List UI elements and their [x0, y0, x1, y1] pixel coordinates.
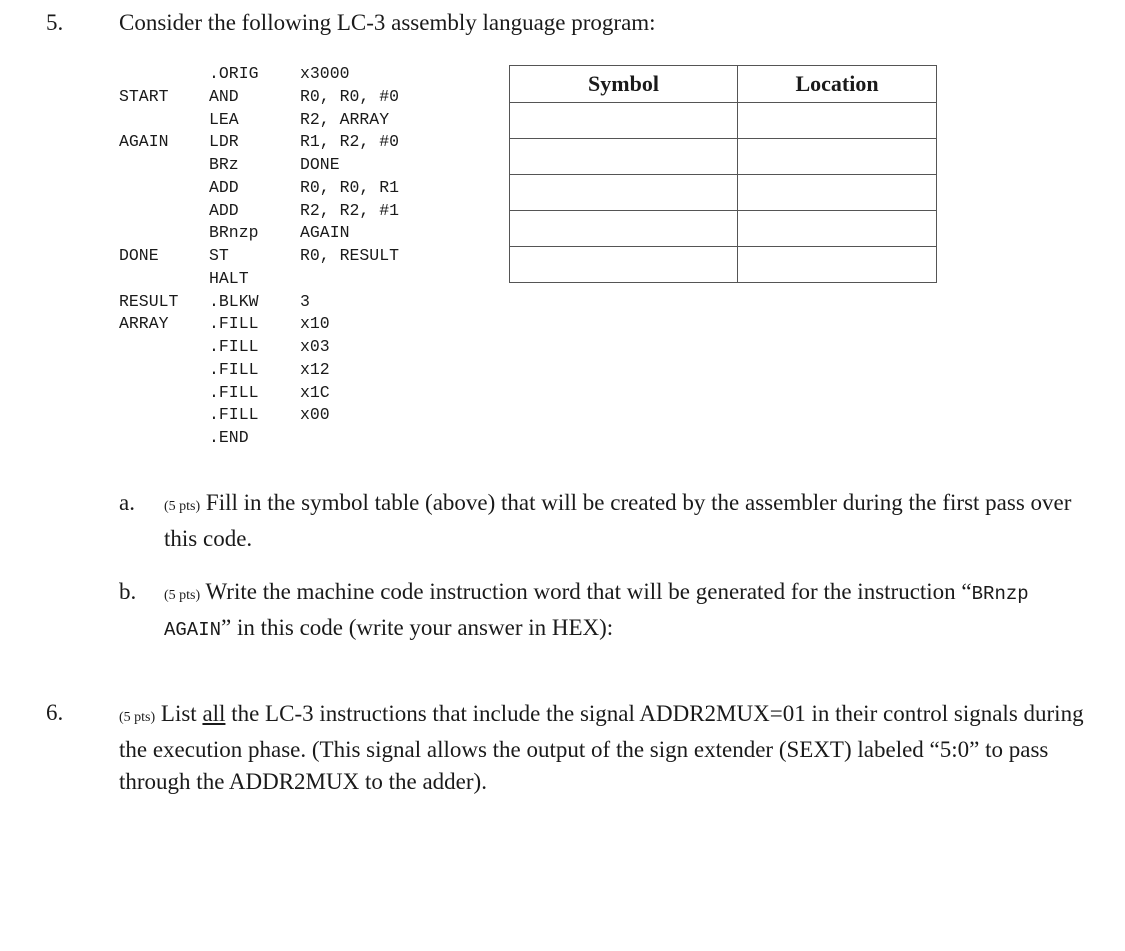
- assembly-code-listing: [119, 63, 400, 450]
- code-line: [119, 427, 249, 450]
- code-line: [119, 291, 310, 314]
- code-opcode: .FILL: [209, 337, 259, 356]
- table-row: [510, 211, 937, 247]
- part-a-question: Fill in the symbol table (above) that will be created by the assembler during the first pass over this code.: [164, 490, 1072, 551]
- location-cell[interactable]: [738, 139, 937, 175]
- code-opcode: AND: [209, 86, 239, 106]
- part-b-code: BRnzp AGAIN: [164, 583, 1029, 641]
- part-b-letter: b.: [119, 579, 137, 604]
- symbol-cell[interactable]: [510, 247, 738, 283]
- symbol-cell[interactable]: [510, 211, 738, 247]
- code-label: AGAIN: [119, 132, 169, 152]
- code-opcode: LEA: [209, 109, 239, 129]
- code-line: [119, 86, 400, 109]
- code-operands: x1C: [300, 382, 330, 402]
- location-cell[interactable]: [738, 103, 937, 139]
- code-line: [119, 404, 330, 427]
- code-line: [119, 359, 330, 382]
- location-cell[interactable]: [738, 211, 937, 247]
- code-operands: R0, R0, R1: [300, 177, 400, 197]
- symbol-cell[interactable]: [510, 139, 738, 175]
- code-opcode: HALT: [209, 268, 249, 288]
- code-opcode: .FILL: [209, 405, 259, 425]
- code-operands: x00: [300, 405, 330, 425]
- code-operands: 3: [300, 291, 310, 311]
- table-row: [510, 139, 937, 175]
- code-label: RESULT: [119, 291, 179, 311]
- code-operands: x12: [300, 359, 330, 379]
- part-b-text: [164, 576, 1094, 646]
- question-6-number: 6.: [46, 700, 64, 725]
- code-opcode: .END: [209, 428, 249, 447]
- code-line: [119, 313, 330, 336]
- part-b-question-start: Write the machine code instruction word that will be generated for the instruction “: [205, 579, 972, 604]
- part-a-text: [164, 487, 1094, 555]
- code-line: [119, 268, 249, 291]
- question-5-intro: Consider the following LC-3 assembly language program:: [119, 10, 656, 35]
- question-6-text-start: List: [160, 701, 197, 726]
- code-operands: DONE: [300, 155, 340, 174]
- code-line: [119, 382, 330, 405]
- code-line: [119, 154, 340, 177]
- location-column-header: Location: [738, 66, 937, 103]
- symbol-cell[interactable]: [510, 103, 738, 139]
- code-opcode: BRnzp: [209, 223, 259, 243]
- code-opcode: LDR: [209, 132, 239, 152]
- code-opcode: .ORIG: [209, 64, 259, 83]
- symbol-column-header: Symbol: [510, 66, 738, 103]
- code-operands: R2, R2, #1: [300, 200, 400, 220]
- question-6-text-end: the LC-3 instructions that include the signal ADDR2MUX=01 in their control signals during the execution phase. (This signal allows the output of the sign extender (SEXT) labeled “5:0” to pass through the ADDR2MUX to the adder).: [119, 701, 1084, 794]
- code-line: [119, 200, 400, 223]
- question-5-number: 5.: [46, 10, 64, 35]
- code-line: [119, 222, 350, 245]
- code-opcode: .FILL: [209, 382, 259, 402]
- code-opcode: .FILL: [209, 314, 259, 334]
- part-a-points: (5 pts): [164, 499, 201, 514]
- code-operands: x03: [300, 337, 330, 356]
- code-operands: R0, RESULT: [300, 246, 400, 265]
- code-opcode: ADD: [209, 200, 239, 220]
- question-6-emphasis: all: [202, 701, 226, 726]
- location-cell[interactable]: [738, 175, 937, 211]
- part-a-letter: a.: [119, 490, 135, 515]
- code-operands: R1, R2, #0: [300, 132, 400, 152]
- symbol-table-header-row: [510, 66, 937, 103]
- code-opcode: ADD: [209, 177, 239, 197]
- part-b-question-end: ” in this code (write your answer in HEX):: [221, 615, 614, 640]
- symbol-cell[interactable]: [510, 175, 738, 211]
- code-opcode: ST: [209, 246, 229, 265]
- code-label: ARRAY: [119, 314, 169, 334]
- code-line: [119, 177, 400, 200]
- code-operands: R2, ARRAY: [300, 109, 390, 129]
- table-row: [510, 103, 937, 139]
- code-line: [119, 63, 350, 86]
- question-6-text: [119, 698, 1109, 798]
- code-operands: x3000: [300, 64, 350, 83]
- part-b-points: (5 pts): [164, 588, 201, 603]
- code-opcode: .BLKW: [209, 291, 259, 311]
- table-row: [510, 247, 937, 283]
- code-line: [119, 131, 400, 154]
- code-operands: AGAIN: [300, 223, 350, 243]
- code-operands: R0, R0, #0: [300, 86, 400, 106]
- location-cell[interactable]: [738, 247, 937, 283]
- code-operands: x10: [300, 314, 330, 334]
- code-line: [119, 336, 330, 359]
- code-label: DONE: [119, 246, 159, 265]
- code-label: START: [119, 86, 169, 106]
- code-opcode: .FILL: [209, 359, 259, 379]
- symbol-table: [509, 65, 937, 283]
- code-opcode: BRz: [209, 155, 239, 174]
- question-6-points: (5 pts): [119, 710, 156, 725]
- table-row: [510, 175, 937, 211]
- code-line: [119, 245, 400, 268]
- code-line: [119, 109, 390, 132]
